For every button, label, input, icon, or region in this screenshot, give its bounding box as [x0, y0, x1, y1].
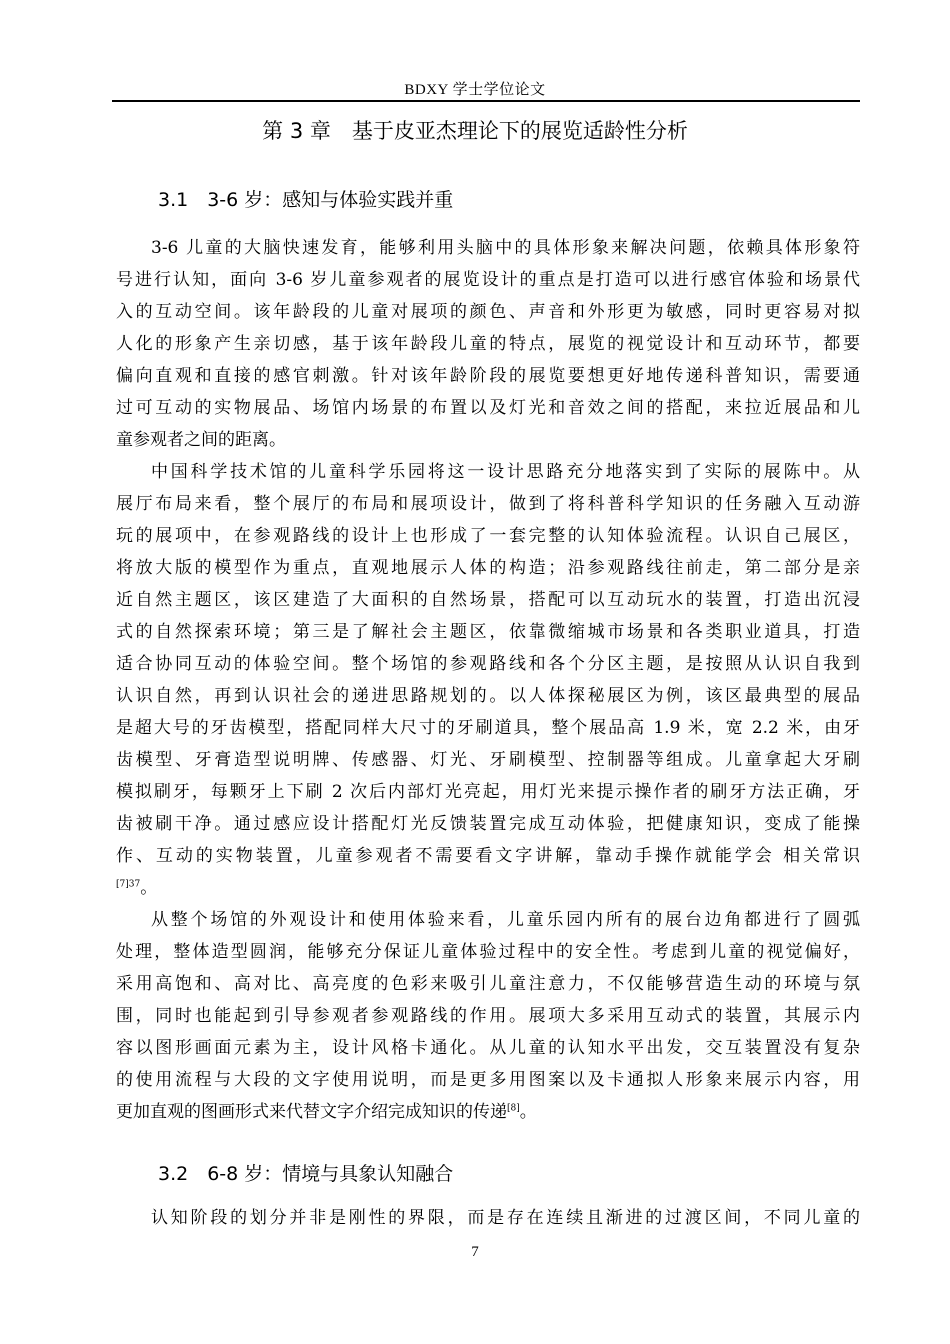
text-line: 从整个场馆的外观设计和使用体验来看，儿童乐园内所有的展台边角都进行了圆弧: [151, 910, 860, 930]
citation-marker: [7]37: [116, 879, 141, 890]
section-heading-3-2: 3.2 6-8 岁：情境与具象认知融合: [158, 1163, 454, 1185]
paragraph-1: [116, 232, 860, 456]
paragraph-1: [116, 1202, 860, 1234]
text-line: 近自然主题区，该区建造了大面积的自然场景，搭配可以互动玩水的装置，打造出沉浸: [116, 590, 860, 610]
text-line: [116, 1096, 860, 1128]
text-line: 处理，整体造型圆润，能够充分保证儿童体验过程中的安全性。考虑到儿童的视觉偏好，: [116, 942, 860, 962]
text-line: 中国科学技术馆的儿童科学乐园将这一设计思路充分地落实到了实际的展陈中。从: [151, 462, 860, 482]
sentence-end: 。: [140, 878, 158, 898]
text-line: 将放大版的模型作为重点，直观地展示人体的构造；沿参观路线往前走，第二部分是亲: [116, 558, 860, 578]
text-line: 模拟刷牙，每颗牙上下刷 2 次后内部灯光亮起，用灯光来提示操作者的刷牙方法正确，牙: [116, 782, 860, 802]
citation-marker: [8]: [507, 1103, 520, 1114]
chapter-title: 第 3 章 基于皮亚杰理论下的展览适龄性分析: [262, 119, 688, 143]
text-line: 采用高饱和、高对比、高亮度的色彩来吸引儿童注意力，不仅能够营造生动的环境与氛: [116, 974, 860, 994]
text-line: 齿被刷干净。通过感应设计搭配灯光反馈装置完成互动体验，把健康知识，变成了能操: [116, 814, 860, 834]
sentence-end: 。: [519, 1102, 537, 1122]
text-line: 童参观者之间的距离。: [116, 430, 286, 450]
text-line: [116, 872, 860, 904]
running-header: BDXY 学士学位论文: [404, 82, 546, 98]
section-heading-3-1: 3.1 3-6 岁：感知与体验实践并重: [158, 189, 454, 211]
text-line: 式的自然探索环境；第三是了解社会主题区，依靠微缩城市场景和各类职业道具，打造: [116, 622, 860, 642]
text-line: 过可互动的实物展品、场馆内场景的布置以及灯光和音效之间的搭配，来拉近展品和儿: [116, 398, 860, 418]
text-line: 作、互动的实物装置，儿童参观者不需要看文字讲解，靠动手操作就能学会 相关常识: [116, 846, 860, 866]
text-line: 人化的形象产生亲切感，基于该年龄段儿童的特点，展览的视觉设计和互动环节，都要: [116, 334, 860, 354]
paragraph-2: [116, 456, 860, 904]
text-line: 认知阶段的划分并非是刚性的界限，而是存在连续且渐进的过渡区间，不同儿童的: [151, 1208, 860, 1228]
page-number: 7: [471, 1244, 479, 1260]
line-text: 更加直观的图画形式来代替文字介绍完成知识的传递: [116, 1102, 507, 1122]
text-line: 玩的展项中，在参观路线的设计上也形成了一套完整的认知体验流程。认识自己展区，: [116, 526, 860, 546]
text-line: 是超大号的牙齿模型，搭配同样大尺寸的牙刷道具，整个展品高 1.9 米，宽 2.2 米，由牙: [116, 718, 860, 738]
text-line: 3-6 儿童的大脑快速发育，能够利用头脑中的具体形象来解决问题，依赖具体形象符: [151, 238, 860, 258]
text-line: 偏向直观和直接的感官刺激。针对该年龄阶段的展览要想更好地传递科普知识，需要通: [116, 366, 860, 386]
text-line: 适合协同互动的体验空间。整个场馆的参观路线和各个分区主题，是按照从认识自我到: [116, 654, 860, 674]
header-rule: [112, 100, 860, 102]
text-line: 围，同时也能起到引导参观者参观路线的作用。展项大多采用互动式的装置，其展示内: [116, 1006, 860, 1026]
text-line: 齿模型、牙膏造型说明牌、传感器、灯光、牙刷模型、控制器等组成。儿童拿起大牙刷: [116, 750, 860, 770]
text-line: 认识自然，再到认识社会的递进思路规划的。以人体探秘展区为例，该区最典型的展品: [116, 686, 860, 706]
text-line: 容以图形画面元素为主，设计风格卡通化。从儿童的认知水平出发，交互装置没有复杂: [116, 1038, 860, 1058]
text-line: 号进行认知，面向 3-6 岁儿童参观者的展览设计的重点是打造可以进行感官体验和场景代: [116, 270, 860, 290]
text-line: 展厅布局来看，整个展厅的布局和展项设计，做到了将科普科学知识的任务融入互动游: [116, 494, 860, 514]
section-3-2-body: [116, 1202, 860, 1234]
section-3-1-body: [116, 232, 860, 1128]
text-line: 的使用流程与大段的文字使用说明，而是更多用图案以及卡通拟人形象来展示内容，用: [116, 1070, 860, 1090]
paragraph-3: [116, 904, 860, 1128]
text-line: 入的互动空间。该年龄段的儿童对展项的颜色、声音和外形更为敏感，同时更容易对拟: [116, 302, 860, 322]
